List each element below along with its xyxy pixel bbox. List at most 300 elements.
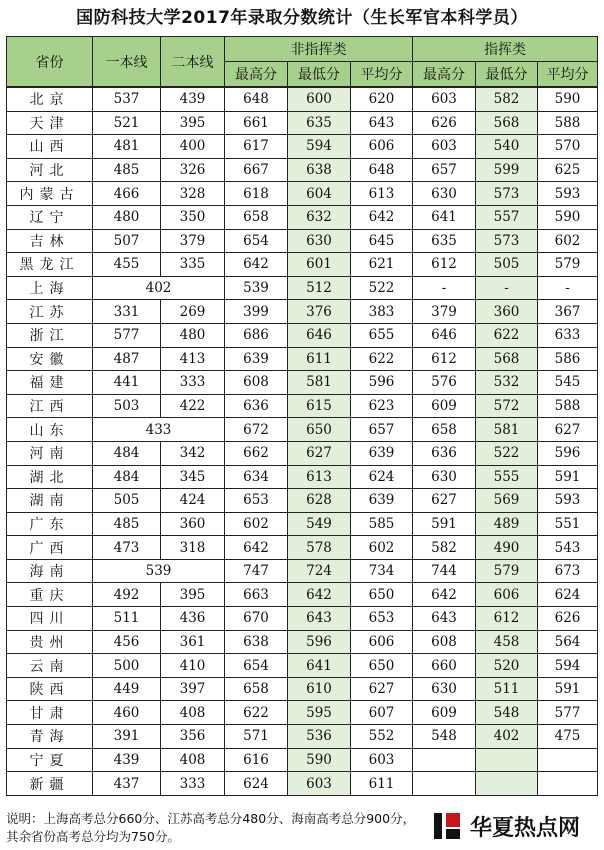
table-cell: 上海 [7,276,93,300]
table-cell: 611 [351,772,413,796]
table-cell: 重庆 [7,583,93,607]
table-row [7,253,598,277]
table-cell: 621 [351,253,413,277]
table-cell: 603 [413,135,476,159]
table-cell: 陕西 [7,677,93,701]
table-row [7,394,598,418]
table-cell: 福建 [7,371,93,395]
table-cell: 641 [288,654,351,678]
table-cell: 350 [161,205,225,229]
table-cell: 宁夏 [7,748,93,772]
table-cell: 318 [161,536,225,560]
table-cell: 335 [161,253,225,277]
table-row [7,347,598,371]
table-cell: 吉林 [7,229,93,253]
table-cell: 613 [351,182,413,206]
table-cell: 356 [161,725,225,749]
table-cell: 670 [225,607,288,631]
table-cell: 269 [161,300,225,324]
table-row [7,418,598,442]
table-cell: 484 [93,465,161,489]
table-cell: 600 [288,87,351,111]
watermark-text: 华夏热点网 [470,815,581,841]
table-cell: 400 [161,135,225,159]
table-cell: 581 [476,418,538,442]
table-cell: 449 [93,677,161,701]
table-cell: 639 [351,441,413,465]
table-cell: 475 [538,725,598,749]
table-cell: 507 [93,229,161,253]
table-cell: 578 [288,536,351,560]
table-cell: 545 [538,371,598,395]
table-cell: 734 [351,559,413,583]
table-cell: 612 [413,347,476,371]
table-row [7,87,598,111]
table-cell: 439 [161,87,225,111]
table-cell: 522 [351,276,413,300]
table-cell [538,772,598,796]
table-cell: 645 [351,229,413,253]
table-cell: 395 [161,111,225,135]
table-cell: 601 [288,253,351,277]
table-cell: 660 [413,654,476,678]
table-row [7,158,598,182]
table-cell: 河南 [7,441,93,465]
table-cell: 585 [351,512,413,536]
table-cell: 379 [413,300,476,324]
table-cell: 551 [538,512,598,536]
table-cell: 657 [413,158,476,182]
table-cell: 564 [538,630,598,654]
table-cell: 331 [93,300,161,324]
table-cell: 622 [351,347,413,371]
table-cell: 532 [476,371,538,395]
table-cell: 591 [413,512,476,536]
table-cell: 624 [225,772,288,796]
table-cell: 588 [538,111,598,135]
table-cell: 326 [161,158,225,182]
table-cell: 490 [476,536,538,560]
table-cell: 623 [351,394,413,418]
score-table [6,36,598,796]
table-cell: 650 [288,418,351,442]
table-cell: 511 [476,677,538,701]
table-cell: 595 [288,701,351,725]
table-cell: 635 [288,111,351,135]
table-cell: 620 [351,87,413,111]
table-cell: 603 [413,87,476,111]
table-row [7,371,598,395]
table-cell: 596 [538,441,598,465]
table-cell: 568 [476,111,538,135]
table-cell: 667 [225,158,288,182]
table-cell: 460 [93,701,161,725]
table-cell: 641 [413,205,476,229]
table-cell: 广西 [7,536,93,560]
table-row [7,441,598,465]
table-cell: 653 [225,489,288,513]
table-cell: 408 [161,701,225,725]
table-cell: 639 [351,489,413,513]
table-cell: 643 [288,607,351,631]
table-cell: 622 [476,323,538,347]
table-cell: - [538,276,598,300]
table-row [7,229,598,253]
table-cell: 608 [225,371,288,395]
header-line1: 一本线 [93,37,161,88]
table-cell: 630 [413,182,476,206]
table-cell: 591 [538,677,598,701]
table-cell: 456 [93,630,161,654]
table-cell: 360 [161,512,225,536]
header-province: 省份 [7,37,93,88]
table-cell: 天津 [7,111,93,135]
table-cell: 540 [476,135,538,159]
table-cell: 594 [538,654,598,678]
table-cell: 610 [288,677,351,701]
table-cell: 599 [476,158,538,182]
table-cell: 376 [288,300,351,324]
table-row [7,607,598,631]
header-line2: 二本线 [161,37,225,88]
header-command: 指挥类 [413,37,598,62]
table-cell: 512 [288,276,351,300]
table-cell: 492 [93,583,161,607]
table-row [7,630,598,654]
table-cell: 439 [93,748,161,772]
table-cell: 489 [476,512,538,536]
table-cell: 568 [476,347,538,371]
table-cell: 361 [161,630,225,654]
table-cell: 627 [413,489,476,513]
table-row [7,512,598,536]
table-cell: 395 [161,583,225,607]
table-cell: 588 [538,394,598,418]
table-cell: 603 [288,772,351,796]
table-cell: 596 [351,371,413,395]
table-cell: 487 [93,347,161,371]
table-cell: 653 [351,607,413,631]
table-cell: 747 [225,559,288,583]
page-title: 国防科技大学2017年录取分数统计（生长军官本科学员） [76,8,528,28]
table-cell: 青海 [7,725,93,749]
table-cell: 539 [93,559,225,583]
table-cell: 552 [351,725,413,749]
table-row [7,583,598,607]
table-cell: 606 [351,630,413,654]
table-cell: 627 [288,441,351,465]
table-cell: 402 [93,276,225,300]
table-cell: 643 [413,607,476,631]
table-cell: 山西 [7,135,93,159]
table-row [7,182,598,206]
table-cell: 云南 [7,654,93,678]
header-non-max: 最高分 [225,62,288,88]
table-cell: 480 [161,323,225,347]
footnote: 说明：上海高考总分660分、江苏高考总分480分、海南高考总分900分，其余省份高考总分均为750分。 [6,811,416,844]
table-cell: 612 [476,607,538,631]
table-cell: 内蒙古 [7,182,93,206]
table-row [7,300,598,324]
table-cell: 500 [93,654,161,678]
table-cell: 622 [225,701,288,725]
table-cell: 642 [413,583,476,607]
table-cell: 658 [413,418,476,442]
table-cell: 399 [225,300,288,324]
table-cell: 613 [288,465,351,489]
table-cell: 海南 [7,559,93,583]
table-cell: 548 [413,725,476,749]
table-cell: 480 [93,205,161,229]
table-cell: 549 [288,512,351,536]
table-cell: 505 [93,489,161,513]
table-cell: 626 [538,607,598,631]
table-cell: 570 [538,135,598,159]
table-cell: 536 [288,725,351,749]
table-cell: 624 [538,583,598,607]
table-cell: 650 [351,654,413,678]
table-cell: 607 [351,701,413,725]
table-cell: 437 [93,772,161,796]
table-cell: 555 [476,465,538,489]
table-cell: 596 [288,630,351,654]
table-cell: 581 [288,371,351,395]
watermark [430,806,602,846]
table-cell: 520 [476,654,538,678]
table-cell: 江苏 [7,300,93,324]
table-cell: 浙江 [7,323,93,347]
table-cell: 602 [351,536,413,560]
table-cell: 606 [476,583,538,607]
table-cell: 618 [225,182,288,206]
table-cell: 贵州 [7,630,93,654]
table-cell: 河北 [7,158,93,182]
table-cell: 四川 [7,607,93,631]
table-cell: 634 [225,465,288,489]
table-cell: 617 [225,135,288,159]
table-cell: 625 [538,158,598,182]
header-non-min: 最低分 [288,62,351,88]
table-row [7,135,598,159]
table-cell: 505 [476,253,538,277]
table-row [7,772,598,796]
table-cell: 山东 [7,418,93,442]
table-cell: 576 [413,371,476,395]
table-cell: 590 [538,205,598,229]
table-cell: 广东 [7,512,93,536]
table-cell: 548 [476,701,538,725]
table-cell: 481 [93,135,161,159]
table-cell: 658 [225,205,288,229]
table-cell: 630 [288,229,351,253]
table-cell: 611 [288,347,351,371]
table-cell: 582 [476,87,538,111]
table-cell: 557 [476,205,538,229]
table-cell: 333 [161,772,225,796]
table-cell: 577 [538,701,598,725]
table-cell: 537 [93,87,161,111]
table-cell: 628 [288,489,351,513]
table-cell: 609 [413,394,476,418]
table-cell: 654 [225,654,288,678]
table-cell: 410 [161,654,225,678]
table-cell: - [476,276,538,300]
table-cell: 安徽 [7,347,93,371]
table-cell: 590 [538,87,598,111]
table-cell: 636 [225,394,288,418]
table-cell: 503 [93,394,161,418]
table-cell: 383 [351,300,413,324]
table-cell: 345 [161,465,225,489]
table-cell: 521 [93,111,161,135]
table-cell: 650 [351,583,413,607]
table-cell: 636 [413,441,476,465]
header-cmd-max: 最高分 [413,62,476,88]
table-cell: 638 [225,630,288,654]
table-cell: 413 [161,347,225,371]
table-cell: 630 [413,677,476,701]
table-row [7,559,598,583]
table-cell: 603 [351,748,413,772]
table-cell [538,748,598,772]
table-cell: 626 [413,111,476,135]
header-cmd-min: 最低分 [476,62,538,88]
table-cell: 633 [538,323,598,347]
score-table-body [7,87,598,795]
table-cell: 522 [476,441,538,465]
table-cell: 646 [413,323,476,347]
table-cell: 642 [225,253,288,277]
table-cell: 642 [351,205,413,229]
table-cell: 571 [225,725,288,749]
table-cell: 江西 [7,394,93,418]
table-cell: 484 [93,441,161,465]
table-cell: 436 [161,607,225,631]
table-cell: 455 [93,253,161,277]
table-cell: 594 [288,135,351,159]
table-row [7,111,598,135]
table-cell: 433 [93,418,225,442]
table-cell: 606 [351,135,413,159]
table-cell: 328 [161,182,225,206]
table-cell: 577 [93,323,161,347]
table-cell: 672 [225,418,288,442]
table-cell: 342 [161,441,225,465]
table-cell: 662 [225,441,288,465]
table-cell: 485 [93,158,161,182]
table-cell: 593 [538,489,598,513]
table-cell: 北京 [7,87,93,111]
table-cell: 511 [93,607,161,631]
table-cell: 615 [288,394,351,418]
table-cell: 466 [93,182,161,206]
table-cell: 661 [225,111,288,135]
header-non-avg: 平均分 [351,62,413,88]
header-non-command: 非指挥类 [225,37,413,62]
table-cell: 539 [225,276,288,300]
table-cell: 408 [161,748,225,772]
table-cell: 新疆 [7,772,93,796]
table-cell: 586 [538,347,598,371]
table-cell: 402 [476,725,538,749]
table-cell: 485 [93,512,161,536]
table-cell: 616 [225,748,288,772]
table-cell: 643 [351,111,413,135]
table-cell: 367 [538,300,598,324]
table-row [7,748,598,772]
table-cell: 360 [476,300,538,324]
table-cell: 624 [351,465,413,489]
table-cell [476,772,538,796]
table-cell: 397 [161,677,225,701]
table-cell: 579 [476,559,538,583]
table-cell: 602 [225,512,288,536]
table-cell: 458 [476,630,538,654]
table-cell: 673 [538,559,598,583]
table-row [7,725,598,749]
table-cell: 573 [476,229,538,253]
table-cell: 642 [225,536,288,560]
table-cell: 569 [476,489,538,513]
table-cell: 422 [161,394,225,418]
table-cell: 648 [225,87,288,111]
table-cell: 638 [288,158,351,182]
table-cell: 627 [538,418,598,442]
table-cell: 627 [351,677,413,701]
table-cell: - [413,276,476,300]
table-cell: 609 [413,701,476,725]
table-cell: 湖北 [7,465,93,489]
table-cell: 590 [288,748,351,772]
table-cell: 744 [413,559,476,583]
table-cell: 591 [538,465,598,489]
table-cell: 473 [93,536,161,560]
table-row [7,276,598,300]
table-cell: 646 [288,323,351,347]
table-cell: 658 [225,677,288,701]
table-cell: 648 [351,158,413,182]
table-cell: 572 [476,394,538,418]
table-cell: 663 [225,583,288,607]
site-logo-icon [430,809,464,843]
table-cell [476,748,538,772]
table-row [7,654,598,678]
table-cell: 黑龙江 [7,253,93,277]
table-cell: 379 [161,229,225,253]
table-row [7,701,598,725]
table-cell: 甘肃 [7,701,93,725]
table-cell: 639 [225,347,288,371]
table-cell: 630 [413,465,476,489]
header-cmd-avg: 平均分 [538,62,598,88]
table-cell: 642 [288,583,351,607]
table-cell: 543 [538,536,598,560]
table-cell: 333 [161,371,225,395]
table-row [7,205,598,229]
table-cell: 635 [413,229,476,253]
table-cell: 604 [288,182,351,206]
table-cell [413,748,476,772]
table-cell: 573 [476,182,538,206]
table-cell [413,772,476,796]
table-row [7,323,598,347]
table-cell: 582 [413,536,476,560]
table-cell: 612 [413,253,476,277]
table-cell: 辽宁 [7,205,93,229]
table-cell: 655 [351,323,413,347]
table-row [7,677,598,701]
table-cell: 441 [93,371,161,395]
